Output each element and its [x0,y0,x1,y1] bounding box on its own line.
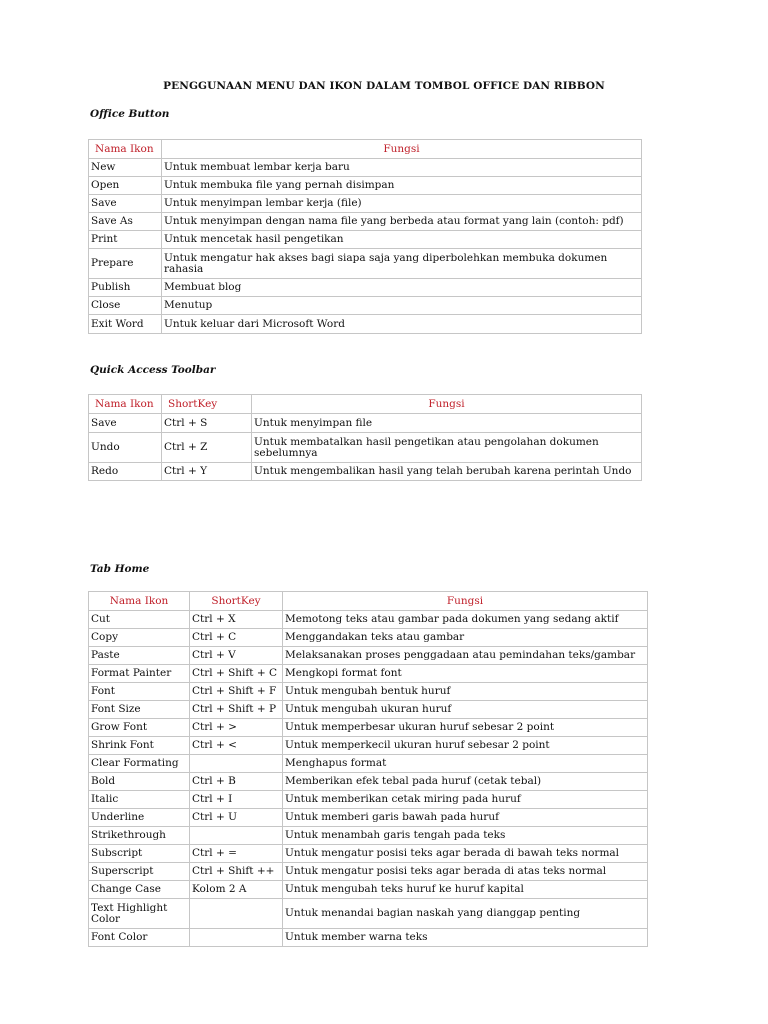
cell-shortkey: Ctrl + I [190,791,283,809]
cell-name: Publish [89,279,162,297]
cell-function: Memotong teks atau gambar pada dokumen yang sedang aktif [283,611,648,629]
cell-name: New [89,159,162,177]
cell-shortkey: Ctrl + X [190,611,283,629]
table-row [89,683,648,701]
table-row [89,195,642,213]
cell-function: Menghapus format [283,755,648,773]
quick-access-table [88,394,642,481]
cell-name: Underline [89,809,190,827]
cell-function: Untuk mengatur hak akses bagi siapa saja yang diperbolehkan membuka dokumen rahasia [162,249,642,279]
cell-name: Grow Font [89,719,190,737]
cell-function: Membuat blog [162,279,642,297]
col-header-nama-ikon: Nama Ikon [89,395,162,414]
cell-function: Menggandakan teks atau gambar [283,629,648,647]
table-row [89,929,648,947]
cell-function: Untuk mengubah ukuran huruf [283,701,648,719]
cell-function: Untuk menyimpan lembar kerja (file) [162,195,642,213]
cell-name: Paste [89,647,190,665]
cell-function: Untuk memberi garis bawah pada huruf [283,809,648,827]
cell-name: Font Color [89,929,190,947]
cell-function: Untuk membuka file yang pernah disimpan [162,177,642,195]
cell-name: Close [89,297,162,315]
table-row [89,279,642,297]
table-header-row [89,395,642,414]
col-header-shortkey: ShortKey [162,395,252,414]
tab-home-table [88,591,648,947]
table-row [89,433,642,463]
cell-function: Untuk memberikan cetak miring pada huruf [283,791,648,809]
table-row [89,755,648,773]
col-header-shortkey: ShortKey [190,592,283,611]
section-heading-quick-access: Quick Access Toolbar [90,364,216,376]
cell-function: Untuk mengatur posisi teks agar berada di atas teks normal [283,863,648,881]
cell-shortkey: Kolom 2 A [190,881,283,899]
cell-name: Open [89,177,162,195]
cell-function: Mengkopi format font [283,665,648,683]
cell-function: Untuk mengubah teks huruf ke huruf kapital [283,881,648,899]
cell-name: Shrink Font [89,737,190,755]
cell-shortkey: Ctrl + < [190,737,283,755]
cell-function: Untuk member warna teks [283,929,648,947]
cell-function: Untuk menyimpan dengan nama file yang berbeda atau format yang lain (contoh: pdf) [162,213,642,231]
cell-name: Strikethrough [89,827,190,845]
cell-function: Untuk menyimpan file [252,414,642,433]
col-header-fungsi: Fungsi [252,395,642,414]
cell-shortkey: Ctrl + Shift + P [190,701,283,719]
cell-shortkey: Ctrl + = [190,845,283,863]
cell-name: Redo [89,463,162,481]
section-heading-office-button: Office Button [90,108,170,120]
table-row [89,213,642,231]
table-row [89,737,648,755]
cell-function: Untuk mengatur posisi teks agar berada di bawah teks normal [283,845,648,863]
table-row [89,827,648,845]
cell-shortkey: Ctrl + > [190,719,283,737]
cell-function: Untuk membatalkan hasil pengetikan atau pengolahan dokumen sebelumnya [252,433,642,463]
office-button-table [88,139,642,334]
cell-shortkey: Ctrl + Z [162,433,252,463]
cell-shortkey: Ctrl + Y [162,463,252,481]
table-row [89,665,648,683]
cell-function: Menutup [162,297,642,315]
table-row [89,701,648,719]
table-row [89,414,642,433]
col-header-fungsi: Fungsi [283,592,648,611]
cell-function: Untuk membuat lembar kerja baru [162,159,642,177]
table-row [89,611,648,629]
cell-function: Untuk memperbesar ukuran huruf sebesar 2 point [283,719,648,737]
table-row [89,629,648,647]
cell-shortkey: Ctrl + U [190,809,283,827]
cell-shortkey [190,827,283,845]
cell-function: Untuk menandai bagian naskah yang dianggap penting [283,899,648,929]
cell-name: Text Highlight Color [89,899,190,929]
cell-name: Font Size [89,701,190,719]
cell-shortkey [190,899,283,929]
cell-shortkey: Ctrl + V [190,647,283,665]
cell-shortkey: Ctrl + Shift + C [190,665,283,683]
cell-name: Save [89,414,162,433]
cell-name: Copy [89,629,190,647]
cell-shortkey [190,755,283,773]
cell-function: Untuk mengubah bentuk huruf [283,683,648,701]
cell-shortkey: Ctrl + Shift ++ [190,863,283,881]
col-header-fungsi: Fungsi [162,140,642,159]
table-row [89,881,648,899]
cell-name: Exit Word [89,315,162,334]
cell-name: Undo [89,433,162,463]
table-row [89,845,648,863]
cell-name: Save As [89,213,162,231]
table-row [89,719,648,737]
cell-name: Save [89,195,162,213]
section-heading-tab-home: Tab Home [90,563,150,575]
cell-function: Untuk mencetak hasil pengetikan [162,231,642,249]
cell-function: Untuk keluar dari Microsoft Word [162,315,642,334]
table-row [89,159,642,177]
cell-name: Cut [89,611,190,629]
page-title: PENGGUNAAN MENU DAN IKON DALAM TOMBOL OFFICE DAN RIBBON [163,80,605,92]
cell-name: Print [89,231,162,249]
table-row [89,177,642,195]
col-header-nama-ikon: Nama Ikon [89,592,190,611]
table-row [89,773,648,791]
cell-shortkey: Ctrl + B [190,773,283,791]
table-row [89,809,648,827]
cell-shortkey [190,929,283,947]
cell-name: Format Painter [89,665,190,683]
table-row [89,863,648,881]
cell-function: Untuk mengembalikan hasil yang telah berubah karena perintah Undo [252,463,642,481]
cell-function: Memberikan efek tebal pada huruf (cetak tebal) [283,773,648,791]
cell-name: Subscript [89,845,190,863]
table-row [89,249,642,279]
cell-function: Untuk menambah garis tengah pada teks [283,827,648,845]
table-header-row [89,592,648,611]
cell-shortkey: Ctrl + C [190,629,283,647]
cell-name: Font [89,683,190,701]
table-row [89,315,642,334]
cell-shortkey: Ctrl + Shift + F [190,683,283,701]
cell-name: Italic [89,791,190,809]
table-row [89,297,642,315]
cell-name: Clear Formating [89,755,190,773]
table-row [89,899,648,929]
cell-function: Untuk memperkecil ukuran huruf sebesar 2 point [283,737,648,755]
col-header-nama-ikon: Nama Ikon [89,140,162,159]
table-row [89,647,648,665]
cell-name: Bold [89,773,190,791]
cell-function: Melaksanakan proses penggadaan atau pemindahan teks/gambar [283,647,648,665]
table-row [89,463,642,481]
table-row [89,791,648,809]
cell-name: Prepare [89,249,162,279]
cell-name: Change Case [89,881,190,899]
table-row [89,231,642,249]
table-header-row [89,140,642,159]
cell-shortkey: Ctrl + S [162,414,252,433]
cell-name: Superscript [89,863,190,881]
